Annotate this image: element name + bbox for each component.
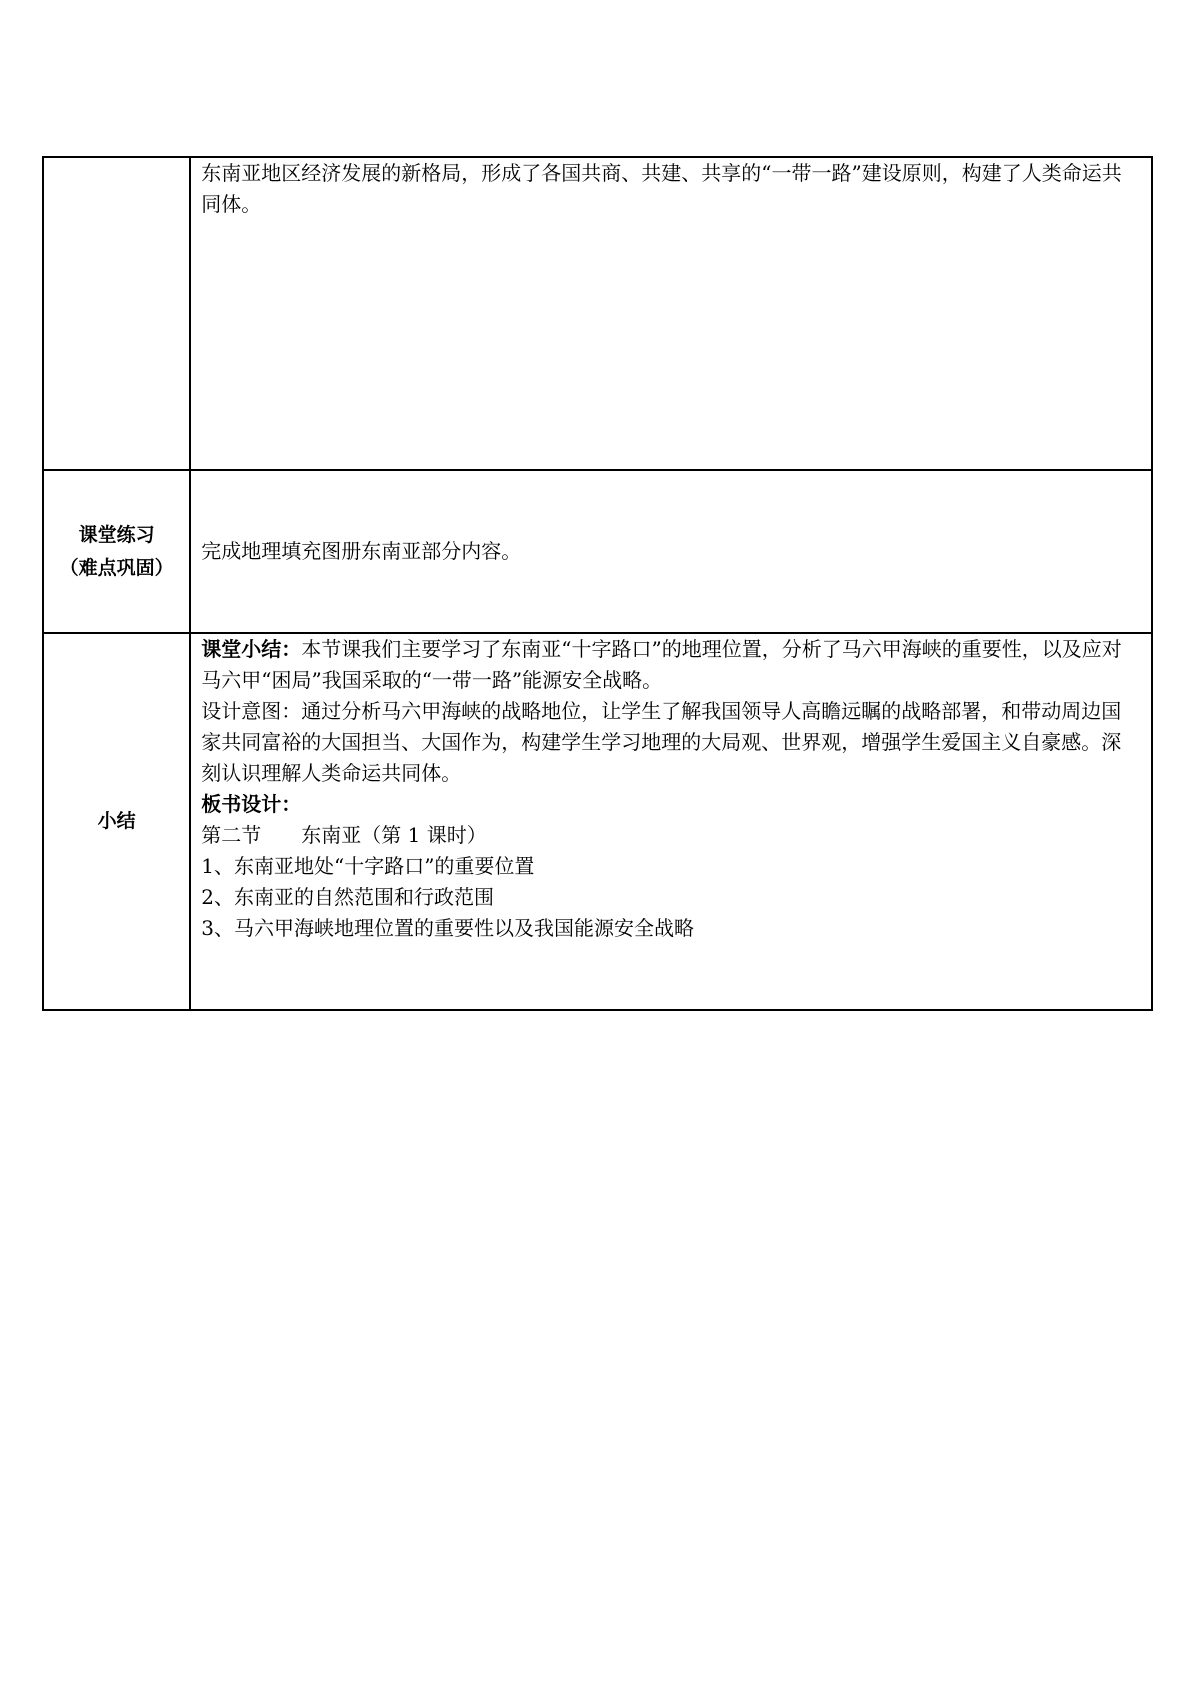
- exercise-label-line2: （难点巩固）: [59, 556, 174, 579]
- exercise-label-line1: 课堂练习: [78, 523, 155, 546]
- row-content-cell: [190, 633, 1152, 1010]
- row-content-cell: [190, 157, 1152, 470]
- table-row: [43, 157, 1152, 470]
- design-intent-paragraph: 设计意图：通过分析马六甲海峡的战略地位，让学生了解我国领导人高瞻远瞩的战略部署，和带动周边国家共同富裕的大国担当、大国作为，构建学生学习地理的大局观、世界观，增强学生爱国主义自豪感。深刻认识理解人类命运共同体。: [201, 699, 1122, 785]
- table-row: [43, 633, 1152, 1010]
- board-heading: 第二节 东南亚（第 1 课时）: [201, 823, 487, 847]
- row-label-summary: [43, 633, 190, 1010]
- board-design-title: 板书设计：: [201, 792, 302, 816]
- board-item: 2、东南亚的自然范围和行政范围: [201, 885, 494, 909]
- row-label-empty: [43, 157, 190, 470]
- class-summary-text: 本节课我们主要学习了东南亚“十字路口”的地理位置，分析了马六甲海峡的重要性，以及应对马六甲“困局”我国采取的“一带一路”能源安全战略。: [201, 637, 1122, 692]
- class-summary-lead: 课堂小结：: [201, 637, 302, 661]
- board-item: 1、东南亚地处“十字路口”的重要位置: [201, 854, 535, 878]
- table-row: [43, 470, 1152, 633]
- row-label-exercise: [43, 470, 190, 633]
- lesson-plan-table: [42, 156, 1153, 1011]
- class-summary-paragraph: [201, 634, 1141, 696]
- board-item: 3、马六甲海峡地理位置的重要性以及我国能源安全战略: [201, 916, 694, 940]
- continuation-paragraph: 东南亚地区经济发展的新格局，形成了各国共商、共建、共享的“一带一路”建设原则，构建了人类命运共同体。: [201, 161, 1122, 216]
- summary-label: 小结: [97, 810, 136, 832]
- row-content-cell: [190, 470, 1152, 633]
- exercise-text: 完成地理填充图册东南亚部分内容。: [201, 539, 522, 563]
